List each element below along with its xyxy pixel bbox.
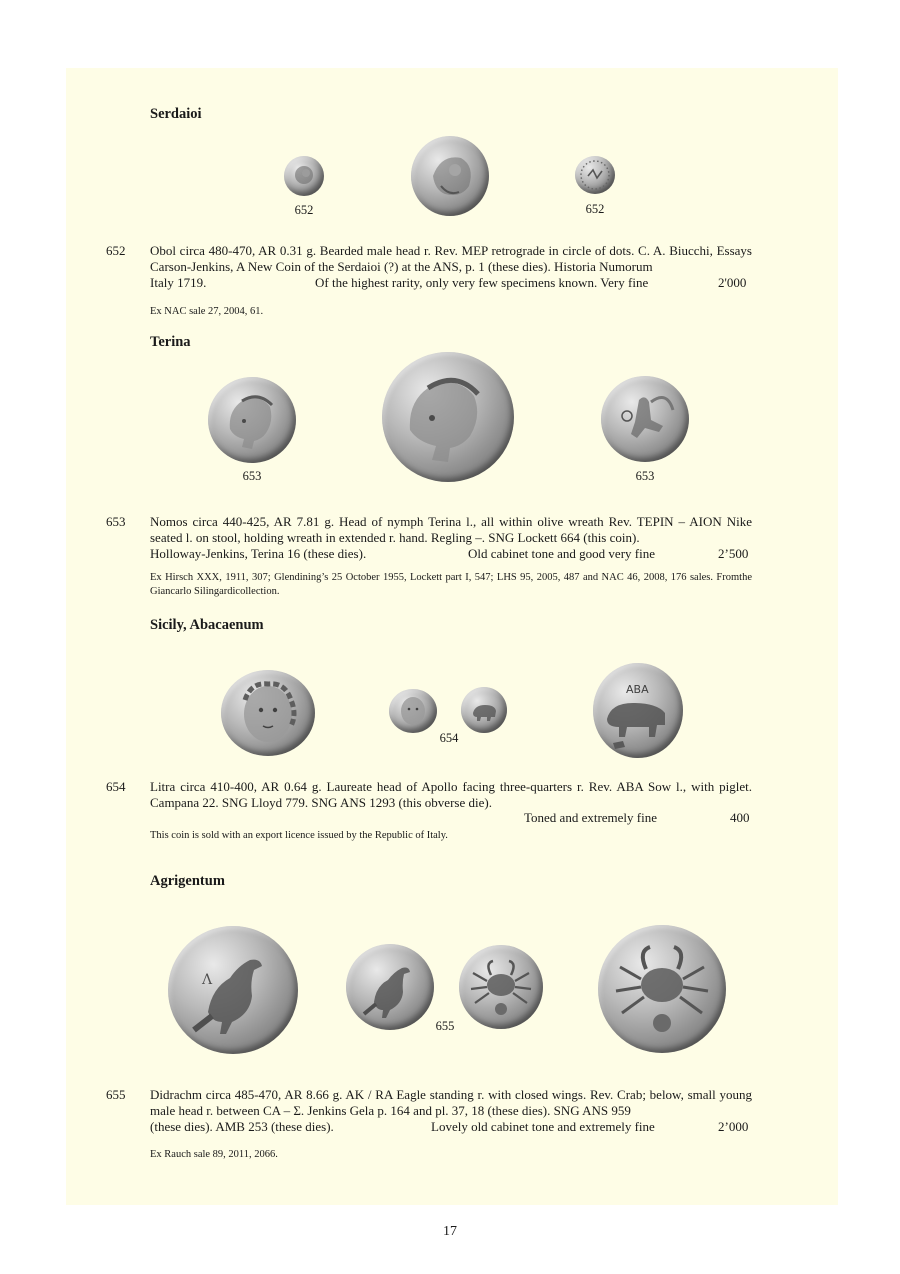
figure-label-652-right: 652 <box>585 202 605 216</box>
coin-image-653-obverse <box>208 377 296 463</box>
coin-image-652-obverse-enlarged <box>411 136 489 216</box>
lot-price-654: 400 <box>730 810 750 825</box>
lot-number-652: 652 <box>106 243 126 258</box>
lot-description-655: Didrachm circa 485-470, AR 8.66 g. AK / RA Eagle standing r. with closed wings. Rev. Crab; below, small young male head r. between CA – Σ. Jenkins Gela p. 164 and pl. 37, 18 (these dies). SNG ANS 959 <box>150 1087 752 1118</box>
section-heading-terina: Terina <box>150 334 191 350</box>
coin-reverse-legend: ABA <box>626 683 649 696</box>
figure-label-653-right: 653 <box>635 469 655 483</box>
lot-number-653: 653 <box>106 514 126 529</box>
figure-label-654: 654 <box>439 731 459 745</box>
coin-image-655-reverse <box>459 945 543 1029</box>
coin-image-655-obverse <box>346 944 434 1030</box>
coin-image-653-reverse <box>601 376 689 462</box>
coin-image-655-obverse-enlarged <box>168 926 298 1054</box>
lot-price-652: 2'000 <box>718 275 747 290</box>
figure-label-655: 655 <box>435 1019 455 1033</box>
coin-image-655-reverse-enlarged <box>598 925 726 1053</box>
lot-number-655: 655 <box>106 1087 126 1102</box>
lot-provenance-655: Ex Rauch sale 89, 2011, 2066. <box>150 1149 278 1160</box>
lot-grade-653: Old cabinet tone and good very fine <box>468 546 655 561</box>
lot-description-end-652: Italy 1719. <box>150 275 207 290</box>
coin-image-654-reverse <box>461 687 507 733</box>
page-number: 17 <box>443 1224 457 1239</box>
lot-grade-652: Of the highest rarity, only very few specimens known. Very fine <box>315 275 649 290</box>
lot-export-note-654: This coin is sold with an export licence issued by the Republic of Italy. <box>150 830 448 841</box>
coin-image-652-obverse-small <box>284 156 324 196</box>
lot-description-654: Litra circa 410-400, AR 0.64 g. Laureate head of Apollo facing three-quarters r. Rev. ABA Sow l., with piglet. Campana 22. SNG Lloyd 779. SNG ANS 1293 (this obverse die). <box>150 779 752 810</box>
coin-image-654-obverse <box>389 689 437 733</box>
figure-label-652-left: 652 <box>294 203 314 217</box>
svg-text:Λ: Λ <box>202 972 213 988</box>
lot-grade-655: Lovely old cabinet tone and extremely fine <box>431 1119 655 1134</box>
lot-description-653: Nomos circa 440-425, AR 7.81 g. Head of nymph Terina l., all within olive wreath Rev. TEPIN – AION Nike seated l. on stool, holding wreath in extended r. hand. Regling –. SNG Lockett 664 (this coin). <box>150 514 752 545</box>
lot-price-653: 2’500 <box>718 546 749 561</box>
section-heading-abacaenum: Sicily, Abacaenum <box>150 617 264 633</box>
section-heading-serdaioi: Serdaioi <box>150 106 202 122</box>
lot-description-end-655: (these dies). AMB 253 (these dies). <box>150 1119 334 1134</box>
lot-number-654: 654 <box>106 779 126 794</box>
section-heading-agrigentum: Agrigentum <box>150 873 225 889</box>
lot-description-end-653: Holloway-Jenkins, Terina 16 (these dies). <box>150 546 367 561</box>
figure-label-653-left: 653 <box>242 469 262 483</box>
coin-image-652-reverse <box>575 156 615 194</box>
coin-image-654-reverse-enlarged <box>593 663 683 758</box>
lot-description-652: Obol circa 480-470, AR 0.31 g. Bearded male head r. Rev. MEP retrograde in circle of dots. C. A. Biucchi, Essays Carson-Jenkins, A New Coin of the Serdaioi (?) at the ANS, p. 1 (these dies). Historia Numorum <box>150 243 752 274</box>
lot-price-655: 2’000 <box>718 1119 749 1134</box>
coin-image-653-obverse-enlarged <box>382 352 514 482</box>
lot-provenance-653: Ex Hirsch XXX, 1911, 307; Glendining’s 25 October 1955, Lockett part I, 547; LHS 95, 2005, 487 and NAC 46, 2008, 176 sales. Fromthe Giancarlo Silingardicollection. <box>150 572 752 597</box>
lot-grade-654: Toned and extremely fine <box>524 810 658 825</box>
lot-provenance-652: Ex NAC sale 27, 2004, 61. <box>150 306 264 317</box>
coin-image-654-obverse-enlarged <box>221 670 315 756</box>
